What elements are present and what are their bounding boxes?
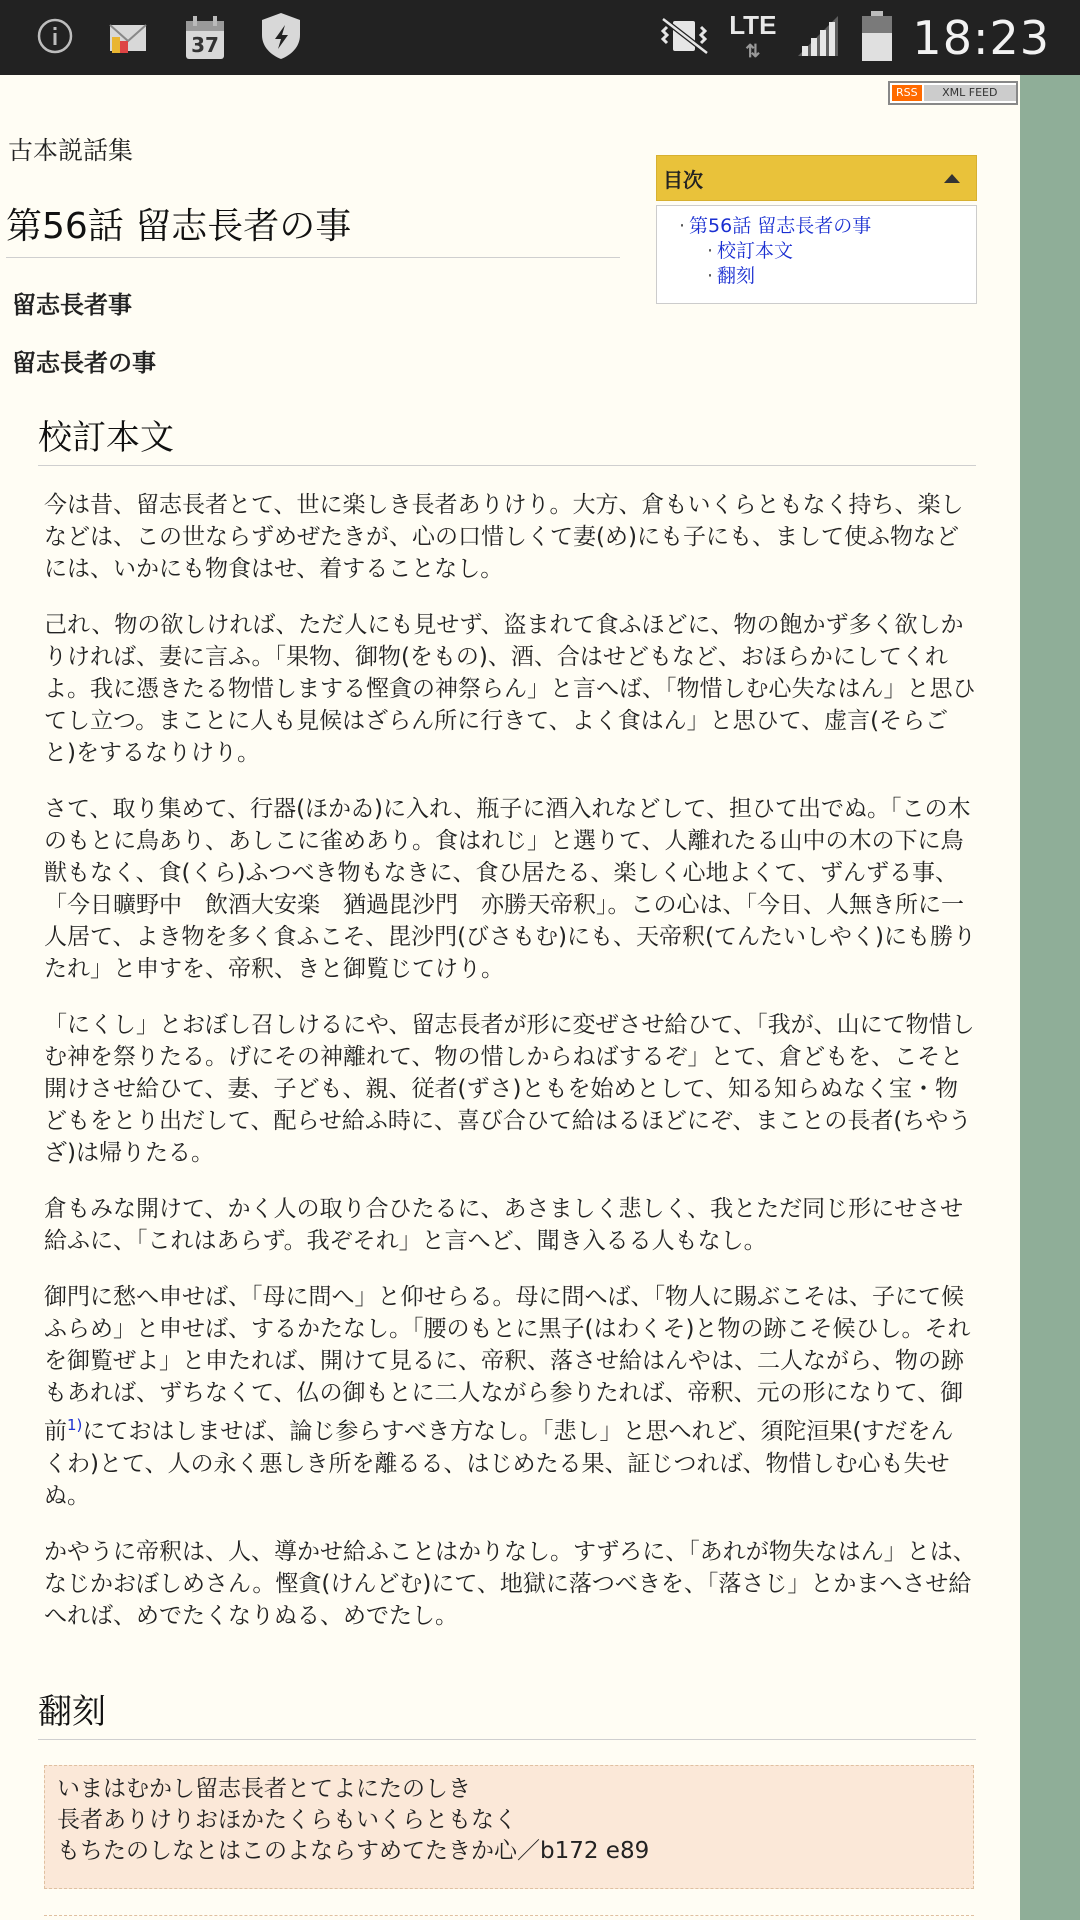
revised-text-body [44, 489, 976, 1656]
toc-link-revised-text[interactable]: 校訂本文 [717, 240, 794, 262]
original-title: 留志長者事 [12, 291, 132, 319]
toc-header[interactable] [656, 155, 977, 201]
transcription-line: もちたのしなとはこのよならすめてたきか心／b172 e89 [57, 1838, 650, 1864]
breadcrumb[interactable]: 古本説話集 [8, 136, 134, 165]
paragraph [44, 1281, 976, 1512]
section-heading-revised-text: 校訂本文 [38, 410, 976, 466]
toc-list [656, 205, 977, 304]
calendar-day: 37 [191, 33, 219, 57]
network-type-label: LTE [729, 10, 777, 40]
section-heading-transcription: 翻刻 [38, 1684, 976, 1740]
toc-link-title[interactable]: 第56話 留志長者の事 [689, 215, 872, 237]
paragraph: 倉もみな開けて、かく人の取り合ひたるに、あさましく悲しく、我とただ同じ形にせさせ給ふに、「これはあらず。我ぞそれ」と言へど、聞き入るる人もなし。 [44, 1196, 964, 1254]
transcription-block-next [44, 1915, 974, 1920]
wiki-page [0, 75, 1020, 1920]
calendar-icon [184, 15, 226, 61]
page-title: 第56話 留志長者の事 [6, 198, 620, 258]
status-bar [0, 0, 1080, 75]
battery-icon [860, 9, 894, 67]
transcription-line: 長者ありけりおほかたくらもいくらともなく [57, 1807, 517, 1833]
paragraph: 「にくし」とおぼし召しけるにや、留志長者が形に変ぜさせ給ひて、「我が、山にて物惜しむ神を祭りたる。げにその神離れて、物の惜しからねばするぞ」とて、倉どもを、こそと開けさせ給ひて、妻、子ども、親、従者(ずさ)ともを始めとして、知る知らぬなく宝・物どもをとり出だして、配らせ給ふ時に、喜び合ひて給はるほどにぞ、まことの長者(ちやうざ)は帰りたる。 [44, 1012, 975, 1166]
footnote-link[interactable]: 1) [67, 1416, 83, 1434]
toc-item[interactable]: · 翻刻 [707, 265, 756, 287]
paragraph: 己れ、物の欲しければ、ただ人にも見せず、盗まれて食ふほどに、物の飽かず多く欲しかりければ、妻に言ふ。「果物、御物(をもの)、酒、合はせどもなど、おほらかにしてくれよ。我に憑きたる物惜しまする慳貪の神祭らん」と言へば、「物惜しむ心失なはん」と思ひてし立つ。まことに人も見候はざらん所に行きて、よく食はん」と思ひて、虚言(そらごと)をするなりけり。 [44, 612, 976, 766]
transcription-line: いまはむかし留志長者とてよにたのしき [57, 1776, 471, 1802]
toc-title: 目次 [663, 167, 703, 192]
collapse-caret-icon[interactable] [944, 174, 960, 183]
status-bar-system [657, 8, 1050, 68]
table-of-contents [656, 155, 977, 304]
data-arrows-icon: ⇅ [745, 41, 761, 61]
transcription-block [44, 1765, 974, 1889]
paragraph: さて、取り集めて、行器(ほかゐ)に入れ、瓶子に酒入れなどして、担ひて出でぬ。「この木のもとに鳥あり、あしこに雀めあり。食はれじ」と選りて、人離れたる山中の木の下に鳥獣もなく、食(くら)ふつべき物もなきに、食ひ居たる、楽しく心地よくて、ずんずる事、「今日曠野中 飲酒大安楽 猶過毘沙門 亦勝天帝釈」。この心は、「今日、人無き所に一人居て、よき物を多く食ふこそ、毘沙門(びさもむ)にも、天帝釈(てんたいしやく)にも勝りたれ」と申すを、帝釈、きと御覧じてけり。 [44, 796, 976, 982]
toc-item[interactable]: · 第56話 留志長者の事 [679, 215, 872, 237]
clock: 18:23 [912, 11, 1050, 65]
status-bar-notifications [36, 12, 304, 64]
network-type [729, 12, 776, 64]
page-side-margin [1020, 75, 1080, 1920]
mail-icon [106, 13, 152, 63]
signal-icon [794, 12, 842, 64]
rss-label: RSS [892, 85, 922, 101]
reading-title: 留志長者の事 [12, 349, 156, 377]
paragraph: かやうに帝釈は、人、導かせ給ふことはかりなし。すずろに、「あれが物失なはん」とは、なじかおぼしめさん。慳貪(けんどむ)にて、地獄に落つべきを、「落さじ」とかまへさせ給へれば、めでたくなりぬる、めでたし。 [44, 1538, 976, 1629]
info-icon [36, 17, 74, 59]
rss-feed-badge[interactable] [888, 81, 1018, 105]
shield-icon [258, 11, 304, 65]
vibrate-mute-icon [657, 15, 711, 61]
toc-item[interactable]: · 校訂本文 [707, 240, 794, 262]
paragraph: 今は昔、留志長者とて、世に楽しき長者ありけり。大方、倉もいくらともなく持ち、楽しなどは、この世ならずめぜたきが、心の口惜しくて妻(め)にも子にも、まして使ふ物などには、いかにも物食はせ、着することなし。 [44, 492, 964, 582]
xml-feed-label: XML FEED [924, 85, 1016, 101]
paragraph-part: にておはしませば、論じ参らすべき方なし。「悲し」と思へれど、須陀洹果(すだをんくわ)とて、人の永く悪しき所を離るる、はじめたる果、証じつれば、物惜しむ心も失せぬ。 [44, 1418, 954, 1509]
paragraph-part: 御門に愁へ申せば、「母に問へ」と仰せらる。母に問へば、「物人に賜ぶこそは、子にて候ふらめ」と申せば、するかたなし。「腰のもとに黒子(はわくそ)と物の跡こそ候ひし。それを御覧ぜよ」と申たれば、開けて見るに、帝釈、落させ給はんやは、二人ながら、物の跡もあれば、ずちなくて、仏の御もとに二人ながら参りたれば、帝釈、元の形になりて、御前 [44, 1284, 971, 1445]
toc-link-transcription[interactable]: 翻刻 [717, 265, 756, 287]
